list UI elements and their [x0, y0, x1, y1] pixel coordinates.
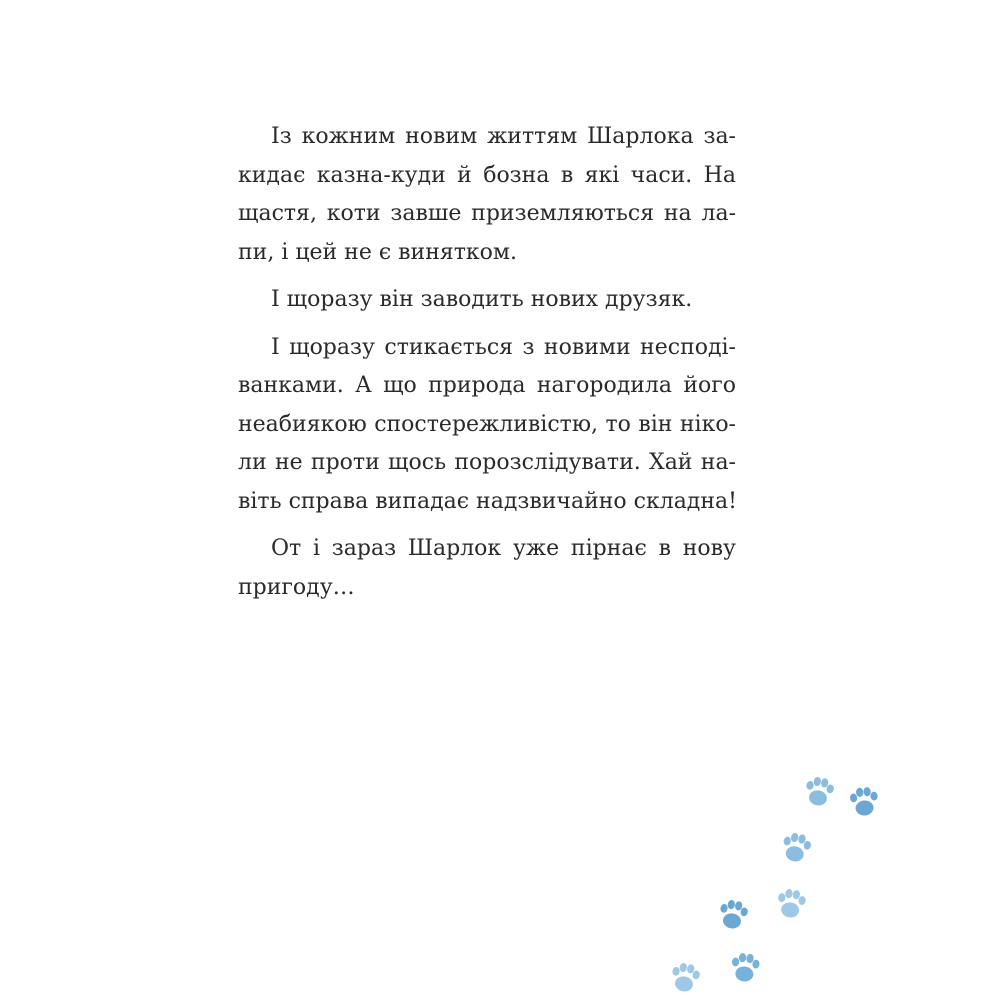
paw-print-icon: [669, 961, 701, 993]
text-line: ванками. А що природа нагородила його: [238, 373, 736, 398]
paw-print-icon: [780, 831, 813, 864]
text-line: щастя, коти завше приземляються на ла-: [238, 201, 736, 226]
text-line: пригоду…: [238, 574, 355, 600]
paragraph-2: [238, 281, 736, 320]
paragraph-1: [238, 118, 736, 272]
text-line: віть справа випадає надзвичайно складна!: [238, 488, 737, 514]
paw-print-icon: [730, 952, 760, 983]
text-line: От і зараз Шарлок уже пірнає в нову: [271, 536, 736, 561]
paw-print-icon: [849, 786, 879, 816]
paw-print-icon: [803, 775, 835, 807]
text-line: Із кожним новим життям Шарлока за-: [271, 124, 736, 149]
text-line: неабиякою спостережливістю, то він ніко-: [238, 411, 736, 437]
text-line: ли не проти щось порозслідувати. Хай на-: [238, 450, 736, 475]
paragraph-4: [238, 530, 736, 607]
paw-print-icon: [717, 898, 749, 930]
text-line: І щоразу він заводить нових друзяк.: [271, 287, 693, 312]
text-block: [238, 118, 736, 607]
paw-print-icon: [776, 888, 807, 920]
text-line: кидає казна-куди й бозна в які часи. На: [238, 162, 736, 188]
text-line: І щоразу стикається з новими несподі-: [271, 334, 736, 360]
paragraph-3: [238, 329, 736, 522]
text-line: пи, і цей не є винятком.: [238, 239, 518, 265]
